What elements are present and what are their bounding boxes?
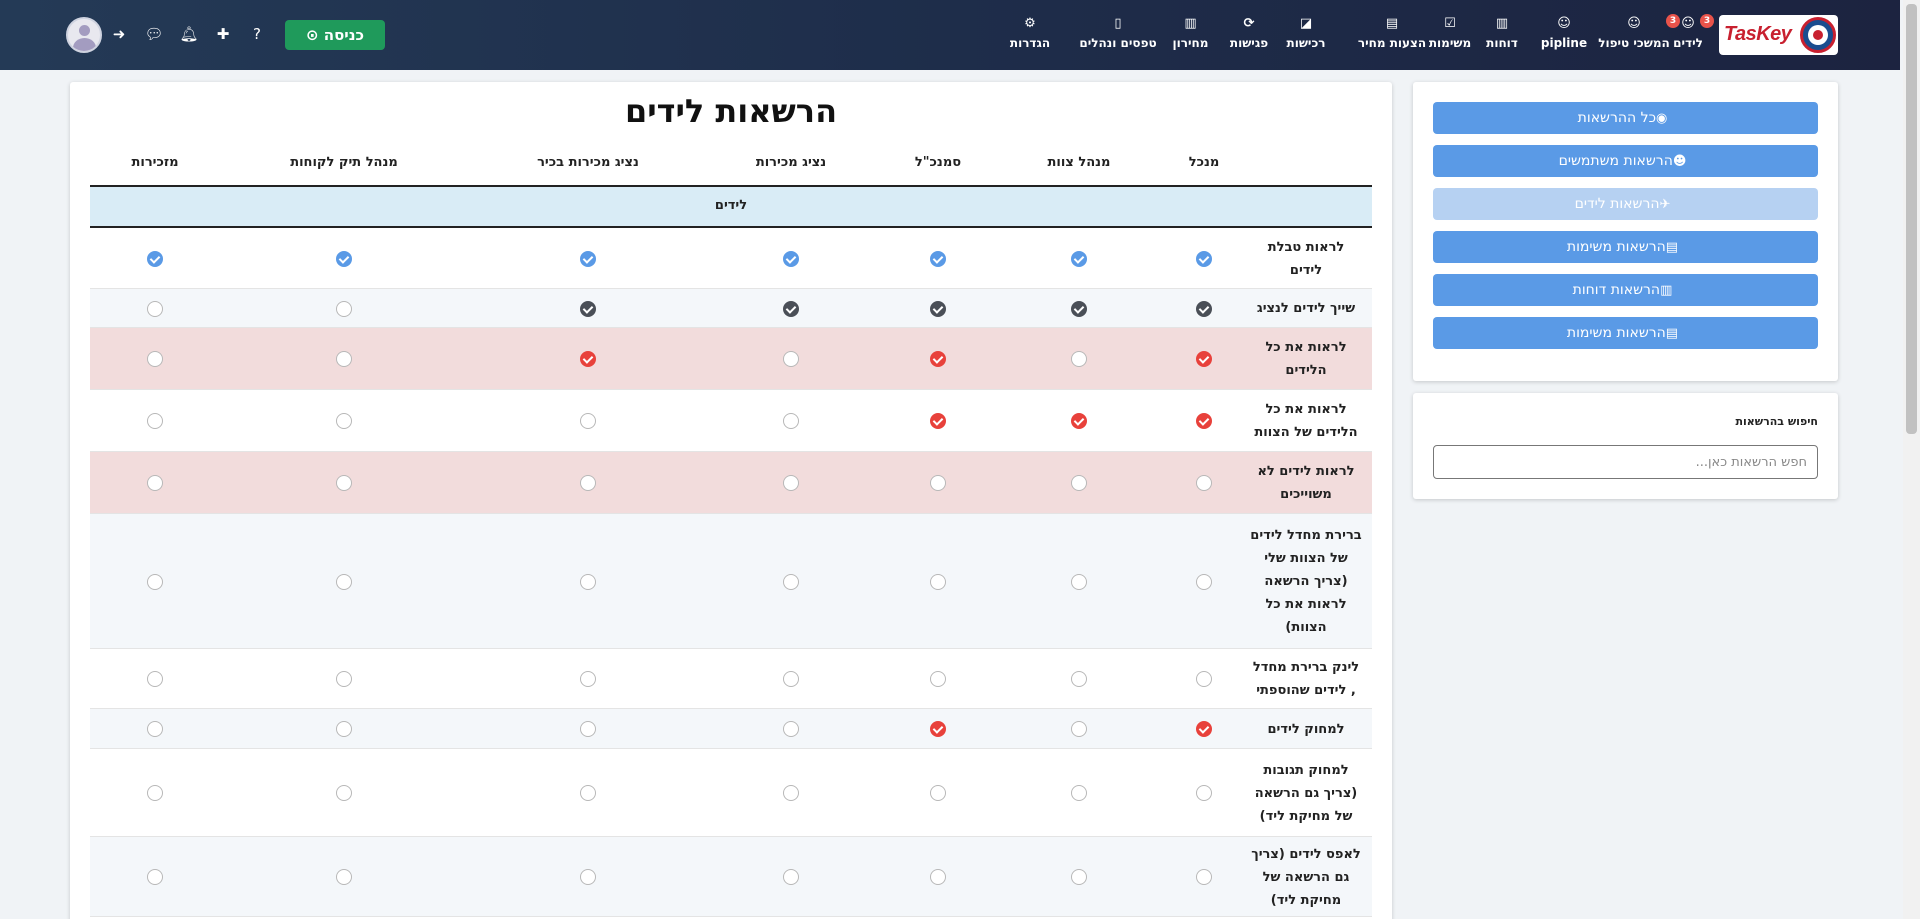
permission-radio-unchecked[interactable]: [336, 351, 352, 367]
permission-radio-unchecked[interactable]: [1196, 671, 1212, 687]
permission-category-label: כל ההרשאות: [1577, 110, 1656, 126]
permission-radio-unchecked[interactable]: [1196, 869, 1212, 885]
permission-radio-unchecked[interactable]: [1071, 785, 1087, 801]
permissions-table-panel: [70, 82, 1392, 919]
permission-radio-unchecked[interactable]: [147, 413, 163, 429]
table-row: [90, 328, 1372, 390]
permission-radio-unchecked[interactable]: [930, 671, 946, 687]
users-icon: ☺: [1681, 16, 1695, 31]
permission-label: למחוק לידים: [1267, 721, 1345, 737]
permission-radio-unchecked[interactable]: [336, 475, 352, 491]
permission-label: לראות את כל הלידים של הצוות: [1254, 402, 1358, 440]
nav-item-forms[interactable]: [1078, 16, 1158, 56]
permission-radio-unchecked[interactable]: [783, 671, 799, 687]
nav-item-settings[interactable]: [1005, 16, 1055, 56]
permission-category-label: הרשאות לידים: [1574, 196, 1660, 212]
nav-item-label: pipline: [1540, 36, 1588, 50]
permission-check-icon[interactable]: [147, 251, 163, 267]
permission-category-label: הרשאות דוחות: [1572, 282, 1661, 298]
permission-check-icon[interactable]: [930, 351, 946, 367]
permission-radio-unchecked[interactable]: [336, 413, 352, 429]
nav-item-handlers[interactable]: [1594, 16, 1677, 56]
permission-radio-unchecked[interactable]: [580, 413, 596, 429]
table-row: [90, 390, 1372, 452]
list-icon: ▤: [1665, 326, 1679, 341]
table-row: [90, 749, 1372, 837]
permission-check-icon[interactable]: [1071, 251, 1087, 267]
permission-radio-unchecked[interactable]: [783, 785, 799, 801]
permissions-search-panel: [1413, 393, 1838, 499]
permission-radio-unchecked[interactable]: [783, 475, 799, 491]
permission-check-icon[interactable]: [1196, 413, 1212, 429]
vertical-scrollbar[interactable]: [1903, 0, 1920, 919]
permission-radio-unchecked[interactable]: [147, 869, 163, 885]
permission-radio-unchecked[interactable]: [1196, 785, 1212, 801]
nav-item-label: מחירון: [1172, 36, 1209, 50]
permission-radio-unchecked[interactable]: [147, 671, 163, 687]
checkbox-icon: ☑: [1444, 16, 1456, 31]
search-label: חיפוש בהרשאות: [1735, 415, 1818, 428]
nav-item-label: טפסים ונהלים: [1079, 36, 1157, 50]
permission-radio-unchecked[interactable]: [147, 351, 163, 367]
permission-category-button[interactable]: [1433, 102, 1818, 134]
bar-chart-icon: ▥: [1660, 283, 1673, 298]
permission-label: למחוק תגובות (צריך גם הרשאה של מחיקת ליד): [1254, 762, 1358, 824]
permission-label: ברירת מחדל לידים של הצוות שלי (צריך הרשאה לראות את כל הצוות): [1250, 528, 1362, 635]
column-header: מזכירות: [131, 155, 179, 170]
permission-check-icon[interactable]: [336, 251, 352, 267]
permission-check-icon[interactable]: [1071, 301, 1087, 317]
column-header: מנכל: [1188, 155, 1220, 170]
permission-check-icon[interactable]: [580, 351, 596, 367]
nav-item-label: רכישות: [1286, 36, 1326, 50]
permission-radio-unchecked[interactable]: [147, 721, 163, 737]
permission-radio-unchecked[interactable]: [147, 574, 163, 590]
section-label: לידים: [714, 198, 748, 213]
paper-plane-icon: ✈: [1659, 197, 1671, 212]
avatar[interactable]: [66, 17, 102, 53]
permission-radio-unchecked[interactable]: [336, 574, 352, 590]
top-navbar: [0, 0, 1900, 70]
clock-icon: ⊙: [305, 26, 319, 44]
permission-check-icon[interactable]: [930, 251, 946, 267]
permission-label: לראות לידים לא משוייכים: [1257, 464, 1355, 502]
list-icon: ▤: [1665, 240, 1679, 255]
permission-category-button[interactable]: [1433, 317, 1818, 349]
permission-radio-unchecked[interactable]: [1071, 721, 1087, 737]
enter-button-label: כניסה: [323, 26, 365, 44]
permission-radio-unchecked[interactable]: [147, 475, 163, 491]
nav-item-label: לידים: [1673, 36, 1703, 50]
column-header: נציג מכירות: [755, 155, 827, 170]
permission-radio-unchecked[interactable]: [930, 785, 946, 801]
nav-item-label: דוחות: [1486, 36, 1518, 50]
permission-radio-unchecked[interactable]: [783, 351, 799, 367]
permission-radio-unchecked[interactable]: [1071, 574, 1087, 590]
help-icon[interactable]: ?: [253, 25, 261, 43]
permission-radio-unchecked[interactable]: [783, 574, 799, 590]
nav-item-label: משימות: [1428, 36, 1472, 50]
clipboard-icon: ▯: [1114, 16, 1122, 31]
permission-label: לינק ברירת מחדל , לידים שהוספתי: [1252, 660, 1360, 698]
permission-label: שייך לידים לנציג: [1256, 301, 1356, 316]
permission-category-label: הרשאות משימות: [1566, 325, 1666, 341]
table-row: [90, 452, 1372, 514]
barcode-icon: ▥: [1184, 16, 1197, 31]
enter-button[interactable]: [285, 20, 385, 50]
permission-radio-unchecked[interactable]: [930, 574, 946, 590]
logo-mark-icon: [1800, 17, 1836, 53]
eye-slash-icon: ◉: [1655, 111, 1668, 126]
permission-radio-unchecked[interactable]: [783, 869, 799, 885]
permissions-menu-panel: [1413, 82, 1838, 381]
nav-item-purchases[interactable]: [1281, 16, 1331, 56]
permission-radio-unchecked[interactable]: [783, 413, 799, 429]
table-row: [90, 289, 1372, 328]
bell-icon[interactable]: 🔔︎: [179, 25, 199, 43]
column-header: מנהל תיק לקוחות: [290, 155, 398, 170]
permission-radio-unchecked[interactable]: [580, 869, 596, 885]
nav-item-quotes[interactable]: [1352, 16, 1432, 56]
table-row: [90, 837, 1372, 917]
permission-radio-unchecked[interactable]: [580, 721, 596, 737]
handshake-icon: ⟳: [1243, 16, 1255, 31]
column-header: מנהל צוות: [1047, 155, 1111, 170]
permission-radio-unchecked[interactable]: [580, 671, 596, 687]
permission-radio-unchecked[interactable]: [147, 785, 163, 801]
nav-item-label: הצעות מחיר: [1357, 36, 1427, 50]
permission-radio-unchecked[interactable]: [783, 721, 799, 737]
permission-check-icon[interactable]: [930, 301, 946, 317]
permission-label: לראות טבלת לידים: [1267, 239, 1345, 278]
permission-radio-unchecked[interactable]: [930, 869, 946, 885]
pipeline-icon: ☺: [1557, 16, 1571, 31]
permission-radio-unchecked[interactable]: [1196, 475, 1212, 491]
users-icon: ☻: [1672, 154, 1687, 169]
section-header: [90, 185, 1372, 228]
permission-check-icon[interactable]: [580, 251, 596, 267]
permission-radio-unchecked[interactable]: [1071, 475, 1087, 491]
permission-radio-unchecked[interactable]: [336, 721, 352, 737]
nav-item-reports[interactable]: [1482, 16, 1522, 56]
permission-radio-unchecked[interactable]: [336, 869, 352, 885]
nav-item-meetings[interactable]: [1224, 16, 1274, 56]
taskey-logo[interactable]: [1719, 15, 1838, 55]
plus-icon[interactable]: ✚: [216, 25, 230, 43]
nav-item-pipline[interactable]: [1539, 16, 1589, 56]
permission-radio-unchecked[interactable]: [1071, 671, 1087, 687]
bar-chart-icon: ▥: [1495, 16, 1509, 31]
permission-check-icon[interactable]: [1196, 721, 1212, 737]
permission-radio-unchecked[interactable]: [1196, 574, 1212, 590]
permission-check-icon[interactable]: [1196, 301, 1212, 317]
nav-item-pricelist[interactable]: [1168, 16, 1213, 56]
permission-label: לראות את כל הלידים: [1265, 340, 1347, 378]
table-row: [90, 228, 1372, 289]
permission-check-icon[interactable]: [930, 413, 946, 429]
sign-in-icon[interactable]: ➜: [112, 25, 126, 43]
column-header: נציג מכירות בכיר: [537, 155, 639, 170]
gear-icon: ⚙: [1024, 16, 1036, 31]
nav-item-label: הגדרות: [1009, 36, 1051, 50]
permission-radio-unchecked[interactable]: [930, 475, 946, 491]
notification-badge: 3: [1666, 14, 1680, 28]
permission-radio-unchecked[interactable]: [336, 301, 352, 317]
nav-item-label: המשכי טיפול: [1598, 36, 1670, 50]
purchase-icon: ◪: [1299, 16, 1313, 31]
permission-radio-unchecked[interactable]: [580, 475, 596, 491]
permission-radio-unchecked[interactable]: [580, 785, 596, 801]
permission-category-button[interactable]: [1433, 231, 1818, 263]
permission-check-icon[interactable]: [783, 301, 799, 317]
permission-category-button: [1433, 188, 1818, 220]
permission-check-icon[interactable]: [1196, 251, 1212, 267]
document-icon: ▤: [1385, 16, 1399, 31]
column-header: סמנכ"ל: [914, 155, 962, 170]
permission-check-icon[interactable]: [783, 251, 799, 267]
permission-category-button[interactable]: [1433, 274, 1818, 306]
search-input[interactable]: [1433, 445, 1818, 479]
permission-radio-unchecked[interactable]: [147, 301, 163, 317]
permission-category-label: הרשאות משתמשים: [1558, 153, 1673, 169]
permission-radio-unchecked[interactable]: [336, 671, 352, 687]
chat-icon[interactable]: 💬︎: [144, 25, 164, 43]
notification-badge: 3: [1700, 14, 1714, 28]
table-row: [90, 649, 1372, 709]
table-row: [90, 709, 1372, 749]
permission-check-icon[interactable]: [580, 301, 596, 317]
permission-radio-unchecked[interactable]: [580, 574, 596, 590]
scrollbar-thumb[interactable]: [1906, 4, 1917, 434]
permission-category-button[interactable]: [1433, 145, 1818, 177]
permission-check-icon[interactable]: [1196, 351, 1212, 367]
permission-category-label: הרשאות משימות: [1566, 239, 1666, 255]
nav-item-label: פגישות: [1229, 36, 1269, 50]
page-title: הרשאות לידים: [624, 92, 838, 130]
permission-radio-unchecked[interactable]: [1071, 869, 1087, 885]
user-follow-icon: ☺: [1627, 16, 1641, 31]
permission-radio-unchecked[interactable]: [1071, 351, 1087, 367]
permission-radio-unchecked[interactable]: [336, 785, 352, 801]
nav-item-tasks[interactable]: [1425, 16, 1475, 56]
permission-label: לאפס לידים (צריך גם הרשאה של מחיקת ליד): [1251, 846, 1361, 908]
permission-check-icon[interactable]: [930, 721, 946, 737]
logo-text: TasKey: [1724, 23, 1792, 45]
table-row: [90, 514, 1372, 649]
permission-check-icon[interactable]: [1071, 413, 1087, 429]
